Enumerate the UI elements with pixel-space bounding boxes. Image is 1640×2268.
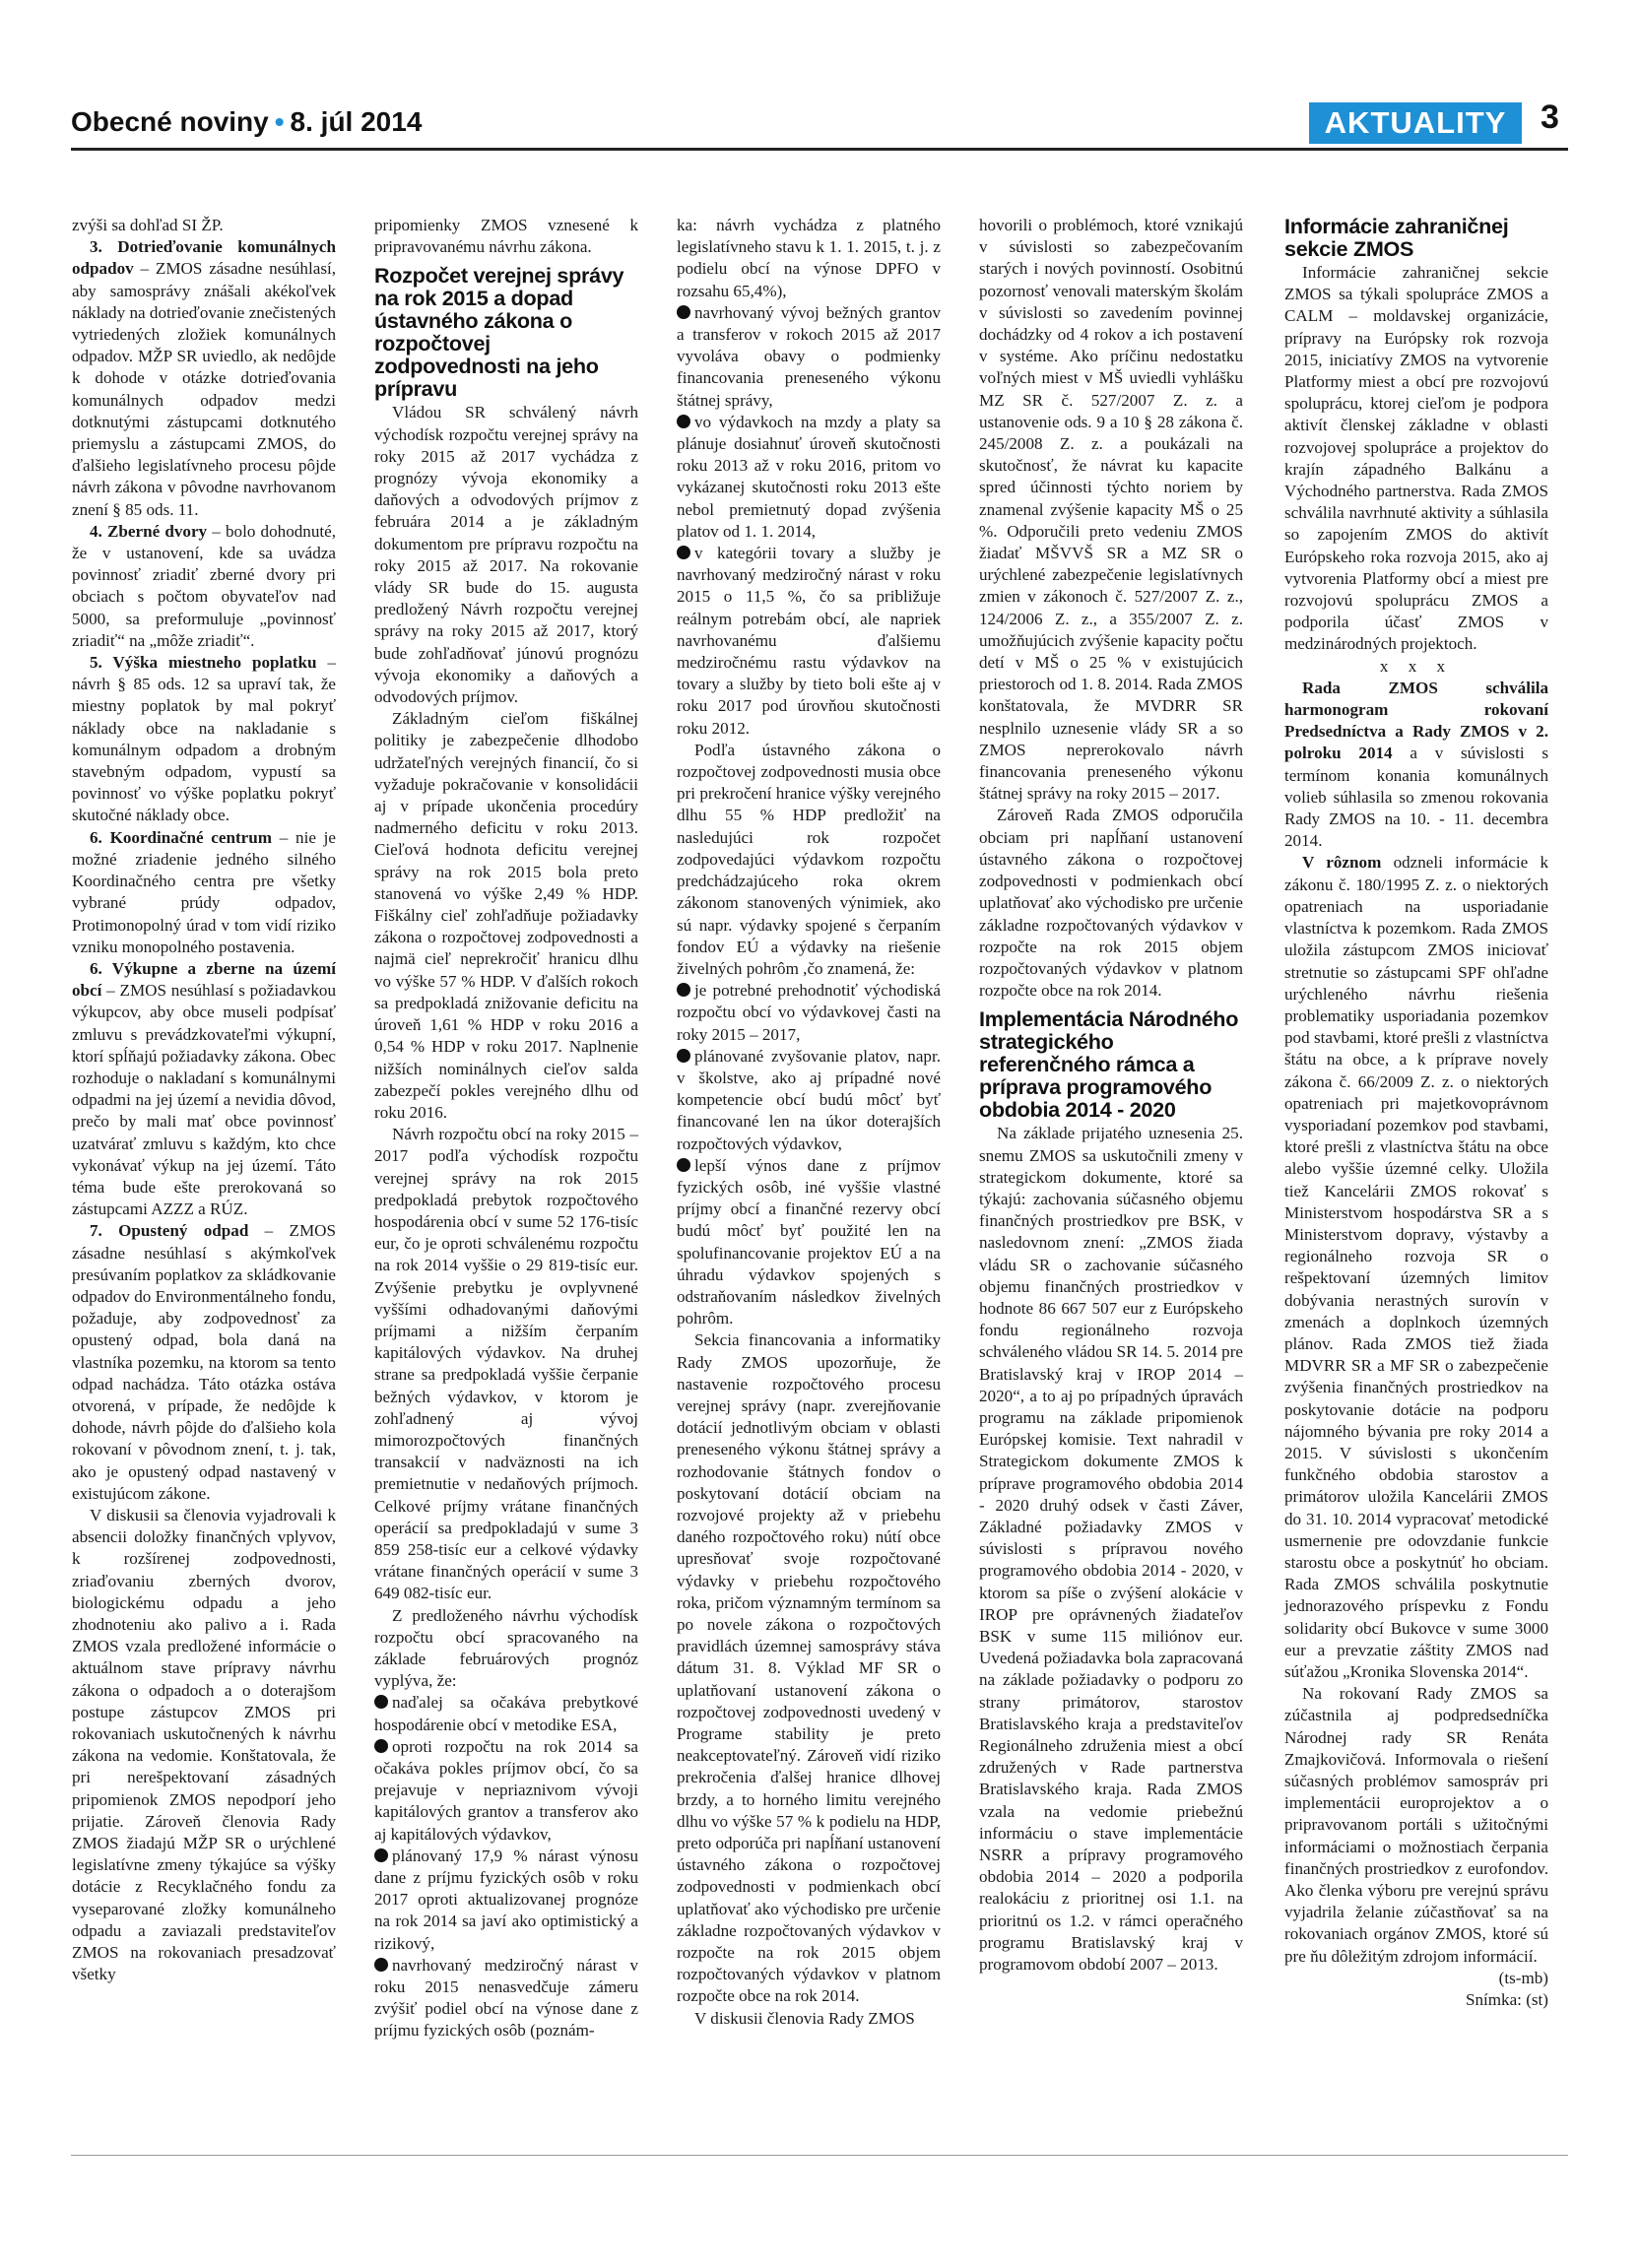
bullet-dot-icon: [677, 415, 690, 428]
bullet-dot-icon: [374, 1848, 388, 1862]
bullet-item: [677, 412, 941, 543]
bullet-dot-icon: [374, 1695, 388, 1709]
article-headline: Rozpočet verejnej správy na rok 2015 a dopad ústavného zákona o rozpočtovej zodpovednosti na jeho prípravu: [374, 263, 624, 402]
item-heading: 6. Výkupne a zberne na území obcí: [72, 958, 336, 1001]
bullet-item: [374, 1736, 638, 1846]
bullet-text: lepší výnos dane z príjmov fyzických osôb, iné vyššie vlastné príjmy obcí a finančné rezervy obcí budú môcť byť použité len na spolufinancovanie projektov EÚ a na úhradu výdavkov spojených s odstraňovaním následkov živelných pohrôm.: [677, 1155, 941, 1328]
paragraph: Vládou SR schválený návrh východísk rozpočtu verejnej správy na roky 2015 až 2017 vychádza z prognózy vývoja ekonomiky a daňových a odvodových príjmov z februára 2014 a je základným dokumentom pre prípravu rozpočtu na roky 2015 až 2017. Na rokovanie vlády SR bude do 15. augusta predložený Návrh rozpočtu verejnej správy na roky 2015 až 2017, ktorý bude zohľadňovať júnovú prognózu vývoja ekonomiky a daňových a odvodových príjmov.: [374, 403, 638, 707]
author-signature: (ts-mb): [1498, 1968, 1548, 1987]
paragraph: Na rokovaní Rady ZMOS sa zúčastnila aj podpredsedníčka Národnej rady SR Renáta Zmajkovičová. Informovala o riešení súčasných problémov samospráv pri implementácii europrojektov a o pripravovanom portáli s užitočnými informáciami o možnostiach čerpania finančných prostriedkov z eurofondov. Ako členka výboru pre verejnú správu vyjadrila želanie zúčastňovať sa na rokovaniach orgánov ZMOS, ktoré sú pre ňu dôležitým zdrojom informácií.: [1284, 1684, 1548, 1966]
item-text: – nie je možné zriadenie jedného silného Koordinačného centra pre všetky vybrané prúdy odpadov, Protimonopolný úrad v tom vidí riziko vzniku monopolného postavenia.: [72, 827, 336, 956]
paragraph: Na základe prijatého uznesenia 25. snemu ZMOS sa uskutočnili zmeny v strategickom dokumente, ktoré sa týkajú: zachovania súčasného objemu finančných prostriedkov pre BSK, v nasledovnom znení: „ZMOS žiada vládu SR o zachovanie súčasného objemu finančných prostriedkov v hodnote 86 667 507 eur z Európskeho fondu regionálneho rozvoja schváleného vládou SR 14. 5. 2014 pre Bratislavský kraj v IROP 2014 – 2020“, a to aj po prípadných úpravách programu na základe pripomienok Európskej komisie. Text nahradil v Strategickom dokumente ZMOS k príprave programového obdobia 2014 - 2020 druhý odsek v časti Záver, Základné požiadavky ZMOS v súvislosti s prípravou nového programového obdobia 2014 - 2020, v ktorom sa píše o zvýšení alokácie v IROP pre oprávnených žiadateľov BSK v sume 115 miliónov eur. Uvedená požiadavka bola zapracovaná na základe požiadavky o podporu zo strany primátorov, starostov Bratislavského kraja a predstaviteľov Regionálneho združenia miest a obcí združených v Rade partnerstva Bratislavského kraja. Rada ZMOS vzala na vedomie priebežnú informáciu o stave implementácie NSRR a prípravy programového obdobia 2014 – 2020 a podporila realokáciu z prioritnej osi 1.1. na prioritnú os 1.2. v rámci operačného programu Bratislavský kraj v programovom období 2007 – 2013.: [979, 1124, 1243, 1975]
bullet-text: vo výdavkoch na mzdy a platy sa plánuje dosiahnuť úroveň skutočnosti roku 2013 až v roku 2016, pritom vo vykázanej skutočnosti roku 2013 ešte nebol premietnutý dopad zvýšenia platov od 1. 1. 2014,: [677, 412, 941, 541]
paragraph: V diskusii sa členovia vyjadrovali k absencii doložky finančných vplyvov, k rozšírenej zodpovednosti, zriaďovaniu zberných dvorov, biologickému odpadu a jeho zhodnoteniu ako palivo a i. Rada ZMOS vzala predložené informácie o aktuálnom stave prípravy návrhu zákona o odpadoch a o doterajšom postupe zástupcov ZMOS pri rokovaniach uskutočnených k návrhu zákona na vedomie. Konštatovala, že pri nerešpektovaní zásadných pripomienok ZMOS nepodporí jeho prijatie. Zároveň členovia Rady ZMOS žiadajú MŽP SR o urýchlené legislatívne zmeny týkajúce sa výšky dotácie z Recyklačného fondu za vyseparované zložky komunálneho odpadu a zaviazali predstaviteľov ZMOS na rokovaniach presadzovať všetky: [72, 1505, 336, 1984]
bullet-item: [677, 1155, 941, 1330]
header-bullet: •: [274, 106, 285, 137]
column-3: [677, 215, 941, 2030]
paragraph: [72, 236, 336, 521]
bullet-dot-icon: [677, 305, 690, 319]
bullet-dot-icon: [677, 983, 690, 997]
photo-credit: Snímka: (st): [1465, 1990, 1548, 2010]
item-heading: 3. Dotrieďovanie komunálnych odpadov: [72, 237, 336, 279]
bullet-dot-icon: [374, 1958, 388, 1972]
paragraph: [72, 652, 336, 827]
bullet-text: plánované zvyšovanie platov, napr. v školstve, ako aj prípadné nové kompetencie obcí budú môcť byť financované len na úkor doterajších rozpočtových výdavkov,: [677, 1046, 941, 1153]
item-heading: 7. Opustený odpad: [90, 1221, 249, 1241]
bullet-item: [677, 1046, 941, 1155]
item-heading: V rôznom: [1302, 853, 1382, 873]
footer-rule: [71, 2155, 1568, 2156]
item-heading: 5. Výška miestneho poplatku: [90, 653, 317, 673]
item-heading: Rada ZMOS schválila harmonogram rokovaní Predsedníctva a Rady ZMOS v 2. polroku 2014: [1284, 678, 1548, 763]
paragraph: Sekcia financovania a informatiky Rady ZMOS upozorňuje, že nastavenie rozpočtového procesu verejnej správy (napr. zverejňovanie dotácií jednotlivým obciam v oblasti preneseného výkonu štátnej správy a rozhodovanie štátnych fondov o poskytovaní dotácií obciam na rozvojové projekty až v priebehu daného rozpočtového roku) nútí obce upresňovať svoje rozpočtované výdavky v priebehu rozpočtového roka, pričom významným termínom sa po novele zákona o rozpočtových pravidlách územnej samosprávy stáva dátum 31. 8. Výklad MF SR o uplatňovaní ustanovení zákona o rozpočtovej zodpovednosti uvedený v Programe stability je preto neakceptovateľný. Zároveň vidí riziko prekročenia ďalšej hranice dlhovej brzdy, a to horného limitu verejného dlhu vo výške 57 % k podielu na HDP, preto odporúča pri napĺňaní ustanovení ústavného zákona o rozpočtovej zodpovednosti v podmienkach obcí uplatňovať ako východisko pre určenie základne rozpočtovaných výdavkov v rozpočte na rok 2015 objem rozpočtovaných výdavkov v platnom rozpočte obce na rok 2014.: [677, 1330, 941, 2006]
item-text: – bolo dohodnuté, že v ustanovení, kde sa uvádza povinnosť zriadiť zberné dvory pri obciach s počtom obyvateľov nad 5000, sa preformuluje „povinnosť zriadiť“ na „môže zriadiť“.: [72, 521, 336, 650]
article-headline: Informácie zahraničnej sekcie ZMOS: [1284, 214, 1509, 261]
bullet-item: [374, 1955, 638, 2042]
paragraph: [72, 958, 336, 1220]
bullet-text: oproti rozpočtu na rok 2014 sa očakáva pokles príjmov obcí, čo sa prejavuje v nepriaznivom vývoji kapitálových grantov a transferov ako aj kapitálových výdavkov,: [374, 1736, 638, 1844]
paragraph: [1284, 678, 1548, 853]
item-text: a v súvislosti s termínom konania komunálnych volieb súhlasila so zmenou rokovania Rady ZMOS na 10. - 11. decembra 2014.: [1284, 744, 1548, 851]
paper-name: Obecné noviny: [71, 106, 269, 137]
paragraph: [72, 1220, 336, 1505]
paragraph: Z predloženého návrhu východísk rozpočtu obcí spracovaného na základe februárových prognóz vyplýva, že:: [374, 1605, 638, 1691]
bullet-dot-icon: [677, 1049, 690, 1063]
bullet-item: [677, 980, 941, 1046]
column-4: [979, 215, 1243, 1976]
bullet-item: [677, 543, 941, 740]
bullet-dot-icon: [677, 1158, 690, 1172]
column-1: [72, 215, 336, 1985]
bullet-text: plánovaný 17,9 % nárast výnosu dane z príjmu fyzických osôb v roku 2017 oproti aktualizovanej prognóze na rok 2014 sa javí ako optimistický a rizikový,: [374, 1846, 638, 1953]
bullet-text: naďalej sa očakáva prebytkové hospodárenie obcí v metodike ESA,: [374, 1693, 638, 1734]
column-5: [1284, 215, 1548, 2011]
bullet-dot-icon: [677, 546, 690, 559]
item-heading: 6. Koordinačné centrum: [90, 827, 272, 847]
section-label: AKTUALITY: [1309, 102, 1522, 144]
item-text: – návrh § 85 ods. 12 sa upraví tak, že miestny poplatok by mal pokryť náklady obce na nakladanie s komunálnym odpadom a drobným stavebným odpadom, vypustí sa povinnosť vo výške poplatku pokryť skutočné náklady obce.: [72, 653, 336, 825]
section-separator: x x x: [1379, 656, 1454, 676]
bullet-text: navrhovaný vývoj bežných grantov a transferov v rokoch 2015 až 2017 vyvoláva obavy o podmienky financovania preneseného výkonu štátnej správy,: [677, 302, 941, 410]
bullet-dot-icon: [374, 1739, 388, 1753]
paragraph: Informácie zahraničnej sekcie ZMOS sa týkali spolupráce ZMOS a CALM – moldavskej organizácie, prípravy na Európsky rok rozvoja 2015, iniciatívy ZMOS na vytvorenie Platformy miest a obcí pre rozvojovú spoluprácu, ktorej cieľom je podpora aktivít členskej základne v oblasti rozvojovej spolupráce a projektov do krajín západného Balkánu a Východného partnerstva. Rada ZMOS schválila navrhnuté aktivity a súhlasila so zapojením ZMOS do aktivít Európskeho roka rozvoja 2015, ako aj vytvorenia Platformy obcí a miest pre rozvojovú spoluprácu ZMOS a podporila účasť ZMOS v medzinárodných projektoch.: [1284, 263, 1548, 654]
paragraph: [1284, 852, 1548, 1683]
bullet-item: [374, 1692, 638, 1735]
paragraph: Základným cieľom fiškálnej politiky je zabezpečenie dlhodobo udržateľných verejných financií, čo si vyžaduje pokračovanie v konsolidácii aj v prípade ukončenia procedúry nadmerného deficitu v roku 2013. Cieľová hodnota deficitu verejnej správy na rok 2015 bola preto stanovená vo výške 2,49 % HDP. Fiškálny cieľ zohľadňuje požiadavky zákona o rozpočtovej zodpovednosti a najmä cieľ neprekročiť hranicu dlhu vo výške 57 % HDP. V ďalších rokoch sa predpokladá znižovanie deficitu na úroveň 1,61 % HDP v roku 2016 a 0,54 % HDP v roku 2017. Naplnenie nižších nominálnych cieľov salda zabezpečí pokles verejného dlhu od roku 2016.: [374, 709, 638, 1122]
item-text: odzneli informácie k zákonu č. 180/1995 Z. z. o niektorých opatreniach na usporiadanie vlastníctva k pozemkom. Rada ZMOS uložila zástupcom ZMOS iniciovať stretnutie so zástupcami SPF ohľadne urýchleného návrhu riešenia problematiky usporiadania pozemkov pod stavbami, ktoré prešli z vlastníctva štátu na obce, a k prípravе novely zákona č. 66/2009 Z. z. o niektorých opatreniach pri majetkovoprávnom vysporiadaní pozemkov pod stavbami, ktoré prešli z vlastníctva štátu na obce alebo vyššie územné celky. Uložila tiež Kancelárii ZMOS rokovať s Ministerstvom hospodárstva SR a s Ministerstvom dopravy, výstavby a regionálneho rozvoja SR o rešpektovaní územných limitov dobývania nerastných surovín v zmenách a doplnkoch územných plánov. Rada ZMOS tiež žiada MDVRR SR a MF SR o zabezpečenie zvýšenia finančných prostriedkov na poskytovanie dotácie na podporu nájomného bývania pre roky 2014 a 2015. V súvislosti s ukončením funkčného obdobia starostov a primátorov uložila Kancelárii ZMOS do 31. 10. 2014 vypracovať metodické usmernenie pre odovzdanie funkcie starostu obce a poskytnúť ho obciam. Rada ZMOS schválila poskytnutie jednorazového príspevku z Fondu solidarity obcí Bukovce v sume 3000 eur a prevzatie záštity ZMOS nad súťažou „Kronika Slovenska 2014“.: [1284, 853, 1548, 1681]
bullet-text: v kategórii tovary a služby je navrhovaný medziročný nárast v roku 2015 o 11,5 %, čo sa približuje reálnym potrebám obcí, ale napriek navrhovanému ďalšiemu medziročnému rastu výdavkov na tovary a služby by tieto boli ešte aj v roku 2017 pod úrovňou skutočnosti roku 2012.: [677, 544, 941, 738]
paragraph: Zároveň Rada ZMOS odporučila obciam pri napĺňaní ustanovení ústavného zákona o rozpočtovej zodpovednosti v podmienkach obcí uplatňovať ako východisko pre určenie základne rozpočtovaných výdavkov v rozpočte na rok 2015 objem rozpočtovaných výdavkov v platnom rozpočte obce na rok 2014.: [979, 806, 1243, 1001]
item-heading: 4. Zberné dvory: [90, 521, 208, 541]
article-headline: Implementácia Národného strategického referenčného rámca a príprava programového obdobia 2014 - 2020: [979, 1006, 1239, 1123]
paragraph: Návrh rozpočtu obcí na roky 2015 – 2017 podľa východísk rozpočtu verejnej správy na rok 2015 predpokladá prebytok rozpočtového hospodárenia obcí v sume 52 176-tisíc eur, čo je oproti schválenému rozpočtu na rok 2014 vyššie o 29 819-tisíc eur. Zvýšenie prebytku je ovplyvnené vyššími odhadovanými daňovými príjmami a nižším čerpaním kapitálových výdavkov. Na druhej strane sa predpokladá vyššie čerpanie bežných výdavkov, v ktorom je zohľadnený aj vývoj mimorozpočtových finančných transakcií v nadväznosti na ich premietnutie v nedaňových príjmoch. Celkové príjmy vrátane finančných operácií sa predpokladajú v sume 3 859 258-tisíc eur a celkové výdavky vrátane finančných operácií v sume 3 649 082-tisíc eur.: [374, 1125, 638, 1603]
issue-date: 8. júl 2014: [290, 106, 423, 137]
running-header: [71, 106, 422, 138]
header-rule: [71, 148, 1568, 151]
paragraph: Podľa ústavného zákona o rozpočtovej zodpovednosti musia obce pri prekročení hranice výšky verejného dlhu 55 % HDP predložiť na nasledujúci rok rozpočet zodpovedajúci výdavkom rozpočtu predchádzajúceho roka okrem zákonom stanovených výnimiek, ako sú napr. výdavky spojené s čerpaním fondov EÚ a výdavky na riešenie živelných pohrôm ,čo znamená, že:: [677, 740, 941, 978]
item-text: – ZMOS nesúhlasí s požiadavkou výkupcov, aby obce museli podpísať zmluvu s prevádzkovateľmi výkupní, ktorí spĺňajú požiadavky zákona. Obec rozhoduje o nakladaní s komunálnymi odpadmi na jej území a nevidia dôvod, prečo by mali mať obce povinnosť uzatvárať zmluvu s každým, kto chce vykonávať výkup na jej území. Táto téma bude ešte prerokovaná so zástupcami AZZZ a RÚZ.: [72, 981, 336, 1219]
bullet-text: navrhovaný medziročný nárast v roku 2015 nenasvedčuje zámeru zvýšiť podiel obcí na výnose dane z príjmu fyzických osôb (poznám-: [374, 1955, 638, 2041]
paragraph: ka: návrh vychádza z platného legislatívneho stavu k 1. 1. 2015, t. j. z podielu obcí na výnose DPFO v rozsahu 65,4%),: [677, 216, 941, 300]
paragraph: zvýši sa dohľad SI ŽP.: [72, 216, 224, 234]
paragraph: [72, 827, 336, 958]
bullet-text: je potrebné prehodnotiť východiská rozpočtu obcí vo výdavkovej časti na roky 2015 – 2017,: [677, 981, 941, 1044]
paragraph: [72, 521, 336, 652]
bullet-item: [677, 302, 941, 412]
paragraph: pripomienky ZMOS vznesené k pripravovanému návrhu zákona.: [374, 216, 638, 257]
item-text: – ZMOS zásadne nesúhlasí s akýmkoľvek presúvaním poplatkov za skládkovanie odpadov do Environmentálneho fondu, požaduje, aby zodpovednosť za opustený odpad, bola daná na vlastníka pozemku, na ktorom sa tento odpad nachádza. Táto otázka ostáva otvorená, v prípade, že nedôjde k dohode, návrh pôjde do ďalšieho kola rokovaní v pôvodnom znení, t. j. tak, ako je opustený odpad nastavený v existujúcom zákone.: [72, 1221, 336, 1503]
page-number: 3: [1541, 98, 1559, 136]
paragraph: V diskusii členovia Rady ZMOS: [694, 2008, 915, 2028]
bullet-item: [374, 1846, 638, 1955]
column-2: [374, 215, 638, 2042]
item-text: – ZMOS zásadne nesúhlasí, aby samosprávy znášali akékoľvek náklady na dotrieďovanie znečistených vytriedených zložiek komunálnych odpadov. MŽP SR uviedlo, ak nedôjde k dohode v otázke dotrieďovania komunálnych odpadov medzi dotknutými zástupcami dotknutého priemyslu a zástupcami ZMOS, do ďalšieho legislatívneho procesu pôjde návrh zákona v pôvodne navrhovanom znení § 85 ods. 11.: [72, 259, 336, 519]
paragraph: hovorili o problémoch, ktoré vznikajú v súvislosti so zabezpečovaním starých i nových povinností. Osobitnú pozornosť venovali materským školám v súvislosti so zavedením povinnej dochádzky od 4 rokov a ich postavení v systéme. Ako príčinu nedostatku voľných miest v MŠ uviedli vyhlášku MZ SR č. 527/2007 Z. z. a ustanovenie ods. 9 a 10 § 28 zákona č. 245/2008 Z. z. a poukázali na skutočnosť, že návrat ku kapacite spred účinnosti týchto noriem by znamenal zvýšenie kapacity MŠ o 25 %. Odporučili preto vedeniu ZMOS žiadať MŠVVŠ SR a MZ SR o urýchlené zabezpečenie legislatívnych zmien v zákonoch č. 527/2007 Z. z., 124/2006 Z. z., a 355/2007 Z. z. umožňujúcich zvýšenie kapacity počtu detí v MŠ o 25 % v existujúcich priestoroch od 1. 8. 2014. Rada ZMOS konštatovala, že MVDRR SR nesplnilo uznesenie vlády SR a so ZMOS neprerokovalo návrh financovania preneseného výkonu štátnej správy na roky 2015 – 2017.: [979, 216, 1243, 804]
